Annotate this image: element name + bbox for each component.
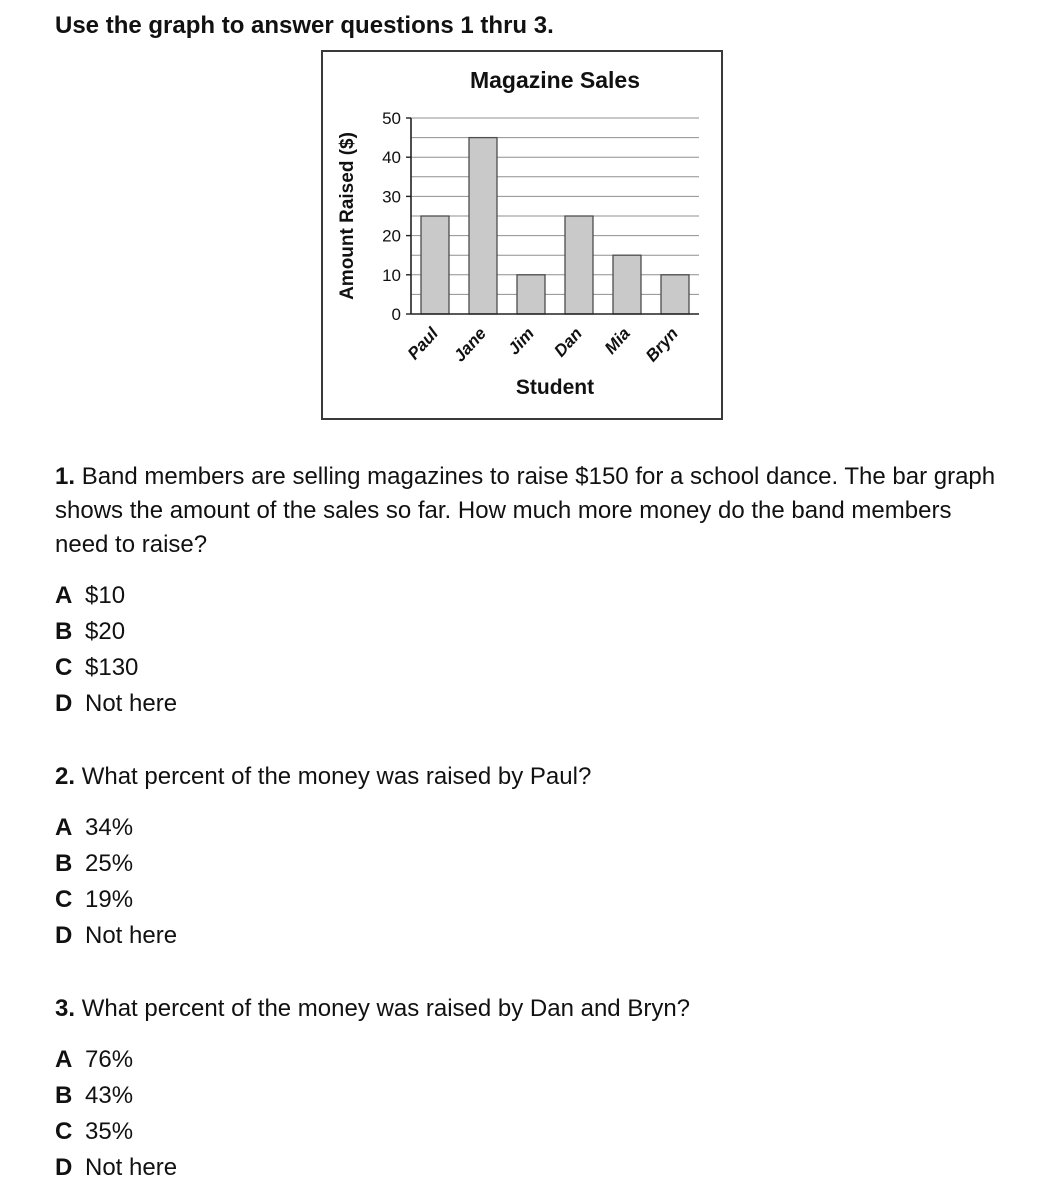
question-1-number: 1.	[55, 463, 76, 490]
question-1-paragraph	[55, 460, 1010, 562]
option-row	[55, 1042, 1010, 1078]
chart-title: Magazine Sales	[469, 67, 641, 93]
y-axis-label: Amount Raised ($)	[337, 132, 358, 300]
x-axis-label: Student	[515, 376, 595, 399]
y-tick-labels	[382, 109, 411, 324]
question-2-options	[55, 810, 1010, 954]
svg-text:Bryn: Bryn	[641, 323, 682, 366]
question-2-number: 2.	[55, 763, 76, 791]
option-letter: C	[55, 886, 73, 914]
option-row	[55, 1114, 1010, 1150]
svg-text:Jim: Jim	[504, 323, 538, 359]
option-text: Not here	[85, 1154, 178, 1182]
question-1-text: Band members are selling magazines to raise $150 for a school dance. The bar graph shows the amount of the sales so far. How much more money do the band members need to raise?	[55, 463, 996, 559]
svg-text:40: 40	[382, 148, 401, 168]
option-row	[55, 578, 1010, 614]
question-3-number: 3.	[55, 995, 76, 1023]
option-letter: A	[55, 582, 73, 610]
svg-text:Mia: Mia	[600, 323, 634, 358]
option-row	[55, 686, 1010, 722]
bar-bryn	[661, 275, 689, 314]
option-letter: A	[55, 1046, 73, 1074]
magazine-sales-chart-svg	[323, 52, 721, 418]
question-2-text: What percent of the money was raised by Paul?	[81, 763, 592, 791]
option-text: Not here	[85, 922, 178, 950]
option-text: 25%	[85, 850, 134, 878]
option-letter: D	[55, 690, 73, 718]
bar-paul	[421, 216, 449, 314]
question-3	[55, 992, 1010, 1186]
bar-dan	[565, 216, 593, 314]
bar-jane	[469, 138, 497, 314]
svg-text:20: 20	[382, 226, 401, 246]
x-tick-labels	[404, 323, 682, 365]
option-text: $130	[85, 654, 139, 682]
svg-text:Paul: Paul	[403, 323, 442, 364]
option-text: Not here	[85, 690, 178, 718]
option-row	[55, 810, 1010, 846]
question-1-options	[55, 578, 1010, 722]
option-row	[55, 614, 1010, 650]
question-2-paragraph	[55, 760, 1010, 794]
question-1	[55, 460, 1010, 722]
option-text: 43%	[85, 1082, 134, 1110]
svg-text:Jane: Jane	[449, 323, 490, 366]
option-letter: A	[55, 814, 73, 842]
svg-text:0: 0	[391, 305, 401, 324]
question-3-paragraph	[55, 992, 1010, 1026]
svg-text:30: 30	[382, 187, 401, 207]
bars	[421, 138, 689, 314]
option-letter: D	[55, 1154, 73, 1182]
question-3-text: What percent of the money was raised by Dan and Bryn?	[81, 995, 691, 1023]
option-text: $20	[85, 618, 126, 646]
option-row	[55, 1078, 1010, 1114]
option-letter: B	[55, 618, 73, 646]
bar-jim	[517, 275, 545, 314]
option-row	[55, 918, 1010, 954]
option-text: 35%	[85, 1118, 134, 1146]
option-letter: D	[55, 922, 73, 950]
gridlines	[411, 118, 699, 294]
option-letter: C	[55, 654, 73, 682]
magazine-sales-chart	[321, 50, 723, 420]
option-row	[55, 650, 1010, 686]
question-3-options	[55, 1042, 1010, 1186]
question-2	[55, 760, 1010, 954]
svg-text:10: 10	[382, 265, 401, 285]
option-letter: C	[55, 1118, 73, 1146]
option-letter: B	[55, 1082, 73, 1110]
option-letter: B	[55, 850, 73, 878]
svg-text:Dan: Dan	[550, 323, 586, 361]
option-text: 34%	[85, 814, 134, 842]
option-text: $10	[85, 582, 126, 610]
page-instruction: Use the graph to answer questions 1 thru 3.	[55, 12, 554, 39]
svg-text:50: 50	[382, 109, 401, 128]
option-text: 76%	[85, 1046, 134, 1074]
option-text: 19%	[85, 886, 134, 914]
option-row	[55, 1150, 1010, 1186]
option-row	[55, 846, 1010, 882]
bar-mia	[613, 255, 641, 314]
option-row	[55, 882, 1010, 918]
